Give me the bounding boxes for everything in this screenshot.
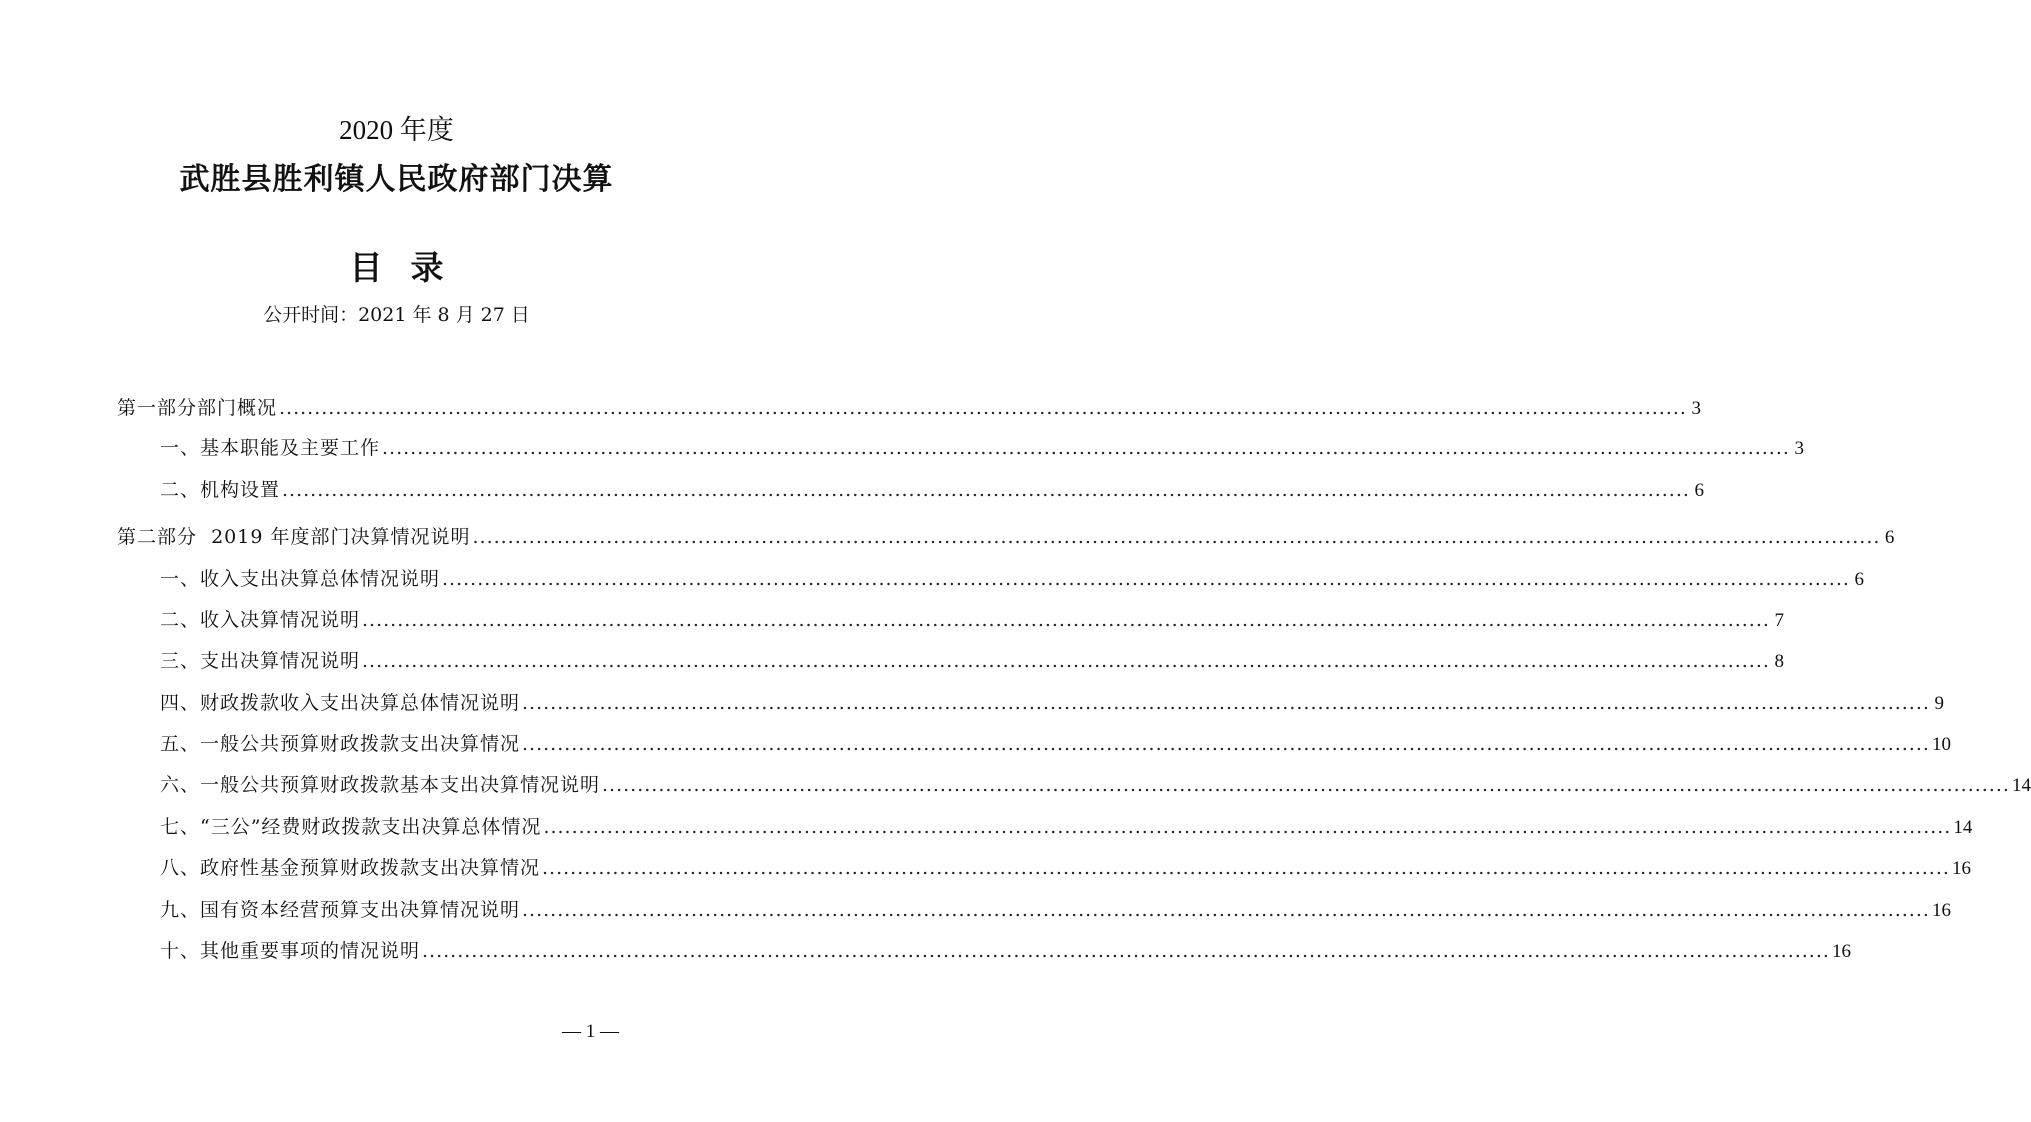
toc-entry-label: 九、国有资本经营预算支出决算情况说明 bbox=[160, 899, 521, 921]
toc-leader-dots: ........................................................................................................................................................................................................ bbox=[472, 526, 1881, 548]
toc-leader-dots: ........................................................................................................................................................................................................ bbox=[522, 733, 1930, 755]
page-number: — 1 — bbox=[562, 1021, 619, 1042]
toc-entry[interactable] bbox=[160, 771, 2031, 800]
toc-entry-page: 16 bbox=[1831, 941, 1851, 962]
toc-entry[interactable] bbox=[160, 606, 1784, 635]
toc-leader-dots: ........................................................................................................................................................................................................ bbox=[522, 692, 1930, 714]
toc-entry-page: 6 bbox=[1884, 527, 1895, 548]
toc-entry-label: 三、支出决算情况说明 bbox=[160, 650, 361, 672]
toc-leader-dots: ........................................................................................................................................................................................................ bbox=[543, 816, 1952, 838]
toc-leader-dots: ........................................................................................................................................................................................................ bbox=[442, 568, 1850, 590]
toc-entry-page: 14 bbox=[1953, 817, 1973, 838]
publish-date: 公开时间：2021 年 8 月 27 日 bbox=[263, 304, 530, 326]
toc-leader-dots: ........................................................................................................................................................................................................ bbox=[542, 857, 1950, 879]
toc-leader-dots: ........................................................................................................................................................................................................ bbox=[382, 437, 1790, 459]
toc-entry-label: 一、基本职能及主要工作 bbox=[160, 437, 381, 459]
toc-entry[interactable] bbox=[160, 854, 1971, 883]
toc-leader-dots: ........................................................................................................................................................................................................ bbox=[362, 650, 1770, 672]
toc-entry-label: 二、收入决算情况说明 bbox=[160, 609, 361, 631]
toc-entry-label: 第二部分 2019 年度部门决算情况说明 bbox=[117, 526, 471, 548]
toc-entry[interactable] bbox=[160, 937, 1851, 966]
toc-entry-page: 9 bbox=[1934, 693, 1944, 714]
toc-entry[interactable] bbox=[160, 647, 1784, 676]
toc-entry-label: 四、财政拨款收入支出决算总体情况说明 bbox=[160, 692, 521, 714]
toc-entry-page: 3 bbox=[1794, 438, 1804, 459]
toc-leader-dots: ........................................................................................................................................................................................................ bbox=[279, 397, 1687, 419]
toc-entry[interactable] bbox=[160, 434, 1804, 463]
toc-leader-dots: ........................................................................................................................................................................................................ bbox=[362, 609, 1770, 631]
toc-entry[interactable] bbox=[160, 565, 1864, 594]
toc-entry-label: 八、政府性基金预算财政拨款支出决算情况 bbox=[160, 857, 541, 879]
document-title: 武胜县胜利镇人民政府部门决算 bbox=[179, 162, 614, 197]
toc-entry[interactable] bbox=[160, 896, 1951, 925]
toc-entry-page: 6 bbox=[1694, 480, 1704, 501]
toc-entry-label: 七、“三公”经费财政拨款支出决算总体情况 bbox=[160, 816, 542, 838]
toc-entry-page: 7 bbox=[1774, 610, 1784, 631]
toc-entry-page: 10 bbox=[1931, 734, 1951, 755]
toc-entry-page: 16 bbox=[1931, 900, 1951, 921]
toc-entry-label: 六、一般公共预算财政拨款基本支出决算情况说明 bbox=[160, 774, 601, 796]
toc-entry[interactable] bbox=[160, 813, 1973, 842]
toc-entry-label: 五、一般公共预算财政拨款支出决算情况 bbox=[160, 733, 521, 755]
toc-entry[interactable] bbox=[117, 394, 1701, 423]
toc-entry-page: 16 bbox=[1951, 858, 1971, 879]
toc-entry-label: 二、机构设置 bbox=[160, 479, 281, 501]
toc-entry-page: 6 bbox=[1854, 569, 1864, 590]
toc-entry[interactable] bbox=[160, 730, 1951, 759]
toc-entry[interactable] bbox=[117, 523, 1895, 552]
toc-leader-dots: ........................................................................................................................................................................................................ bbox=[522, 899, 1930, 921]
toc-entry[interactable] bbox=[160, 689, 1944, 718]
toc-entry-page: 8 bbox=[1774, 651, 1784, 672]
toc-leader-dots: ........................................................................................................................................................................................................ bbox=[422, 940, 1830, 962]
toc-leader-dots: ........................................................................................................................................................................................................ bbox=[602, 774, 2010, 796]
toc-entry-page: 3 bbox=[1691, 398, 1701, 419]
document-title-year: 2020 年度 bbox=[339, 115, 454, 145]
toc-entry-label: 第一部分部门概况 bbox=[117, 397, 278, 419]
toc-entry-label: 十、其他重要事项的情况说明 bbox=[160, 940, 421, 962]
toc-entry-page: 14 bbox=[2011, 775, 2031, 796]
toc-entry[interactable] bbox=[160, 476, 1704, 505]
toc-heading: 目录 bbox=[349, 248, 472, 287]
toc-leader-dots: ........................................................................................................................................................................................................ bbox=[282, 479, 1690, 501]
toc-entry-label: 一、收入支出决算总体情况说明 bbox=[160, 568, 441, 590]
